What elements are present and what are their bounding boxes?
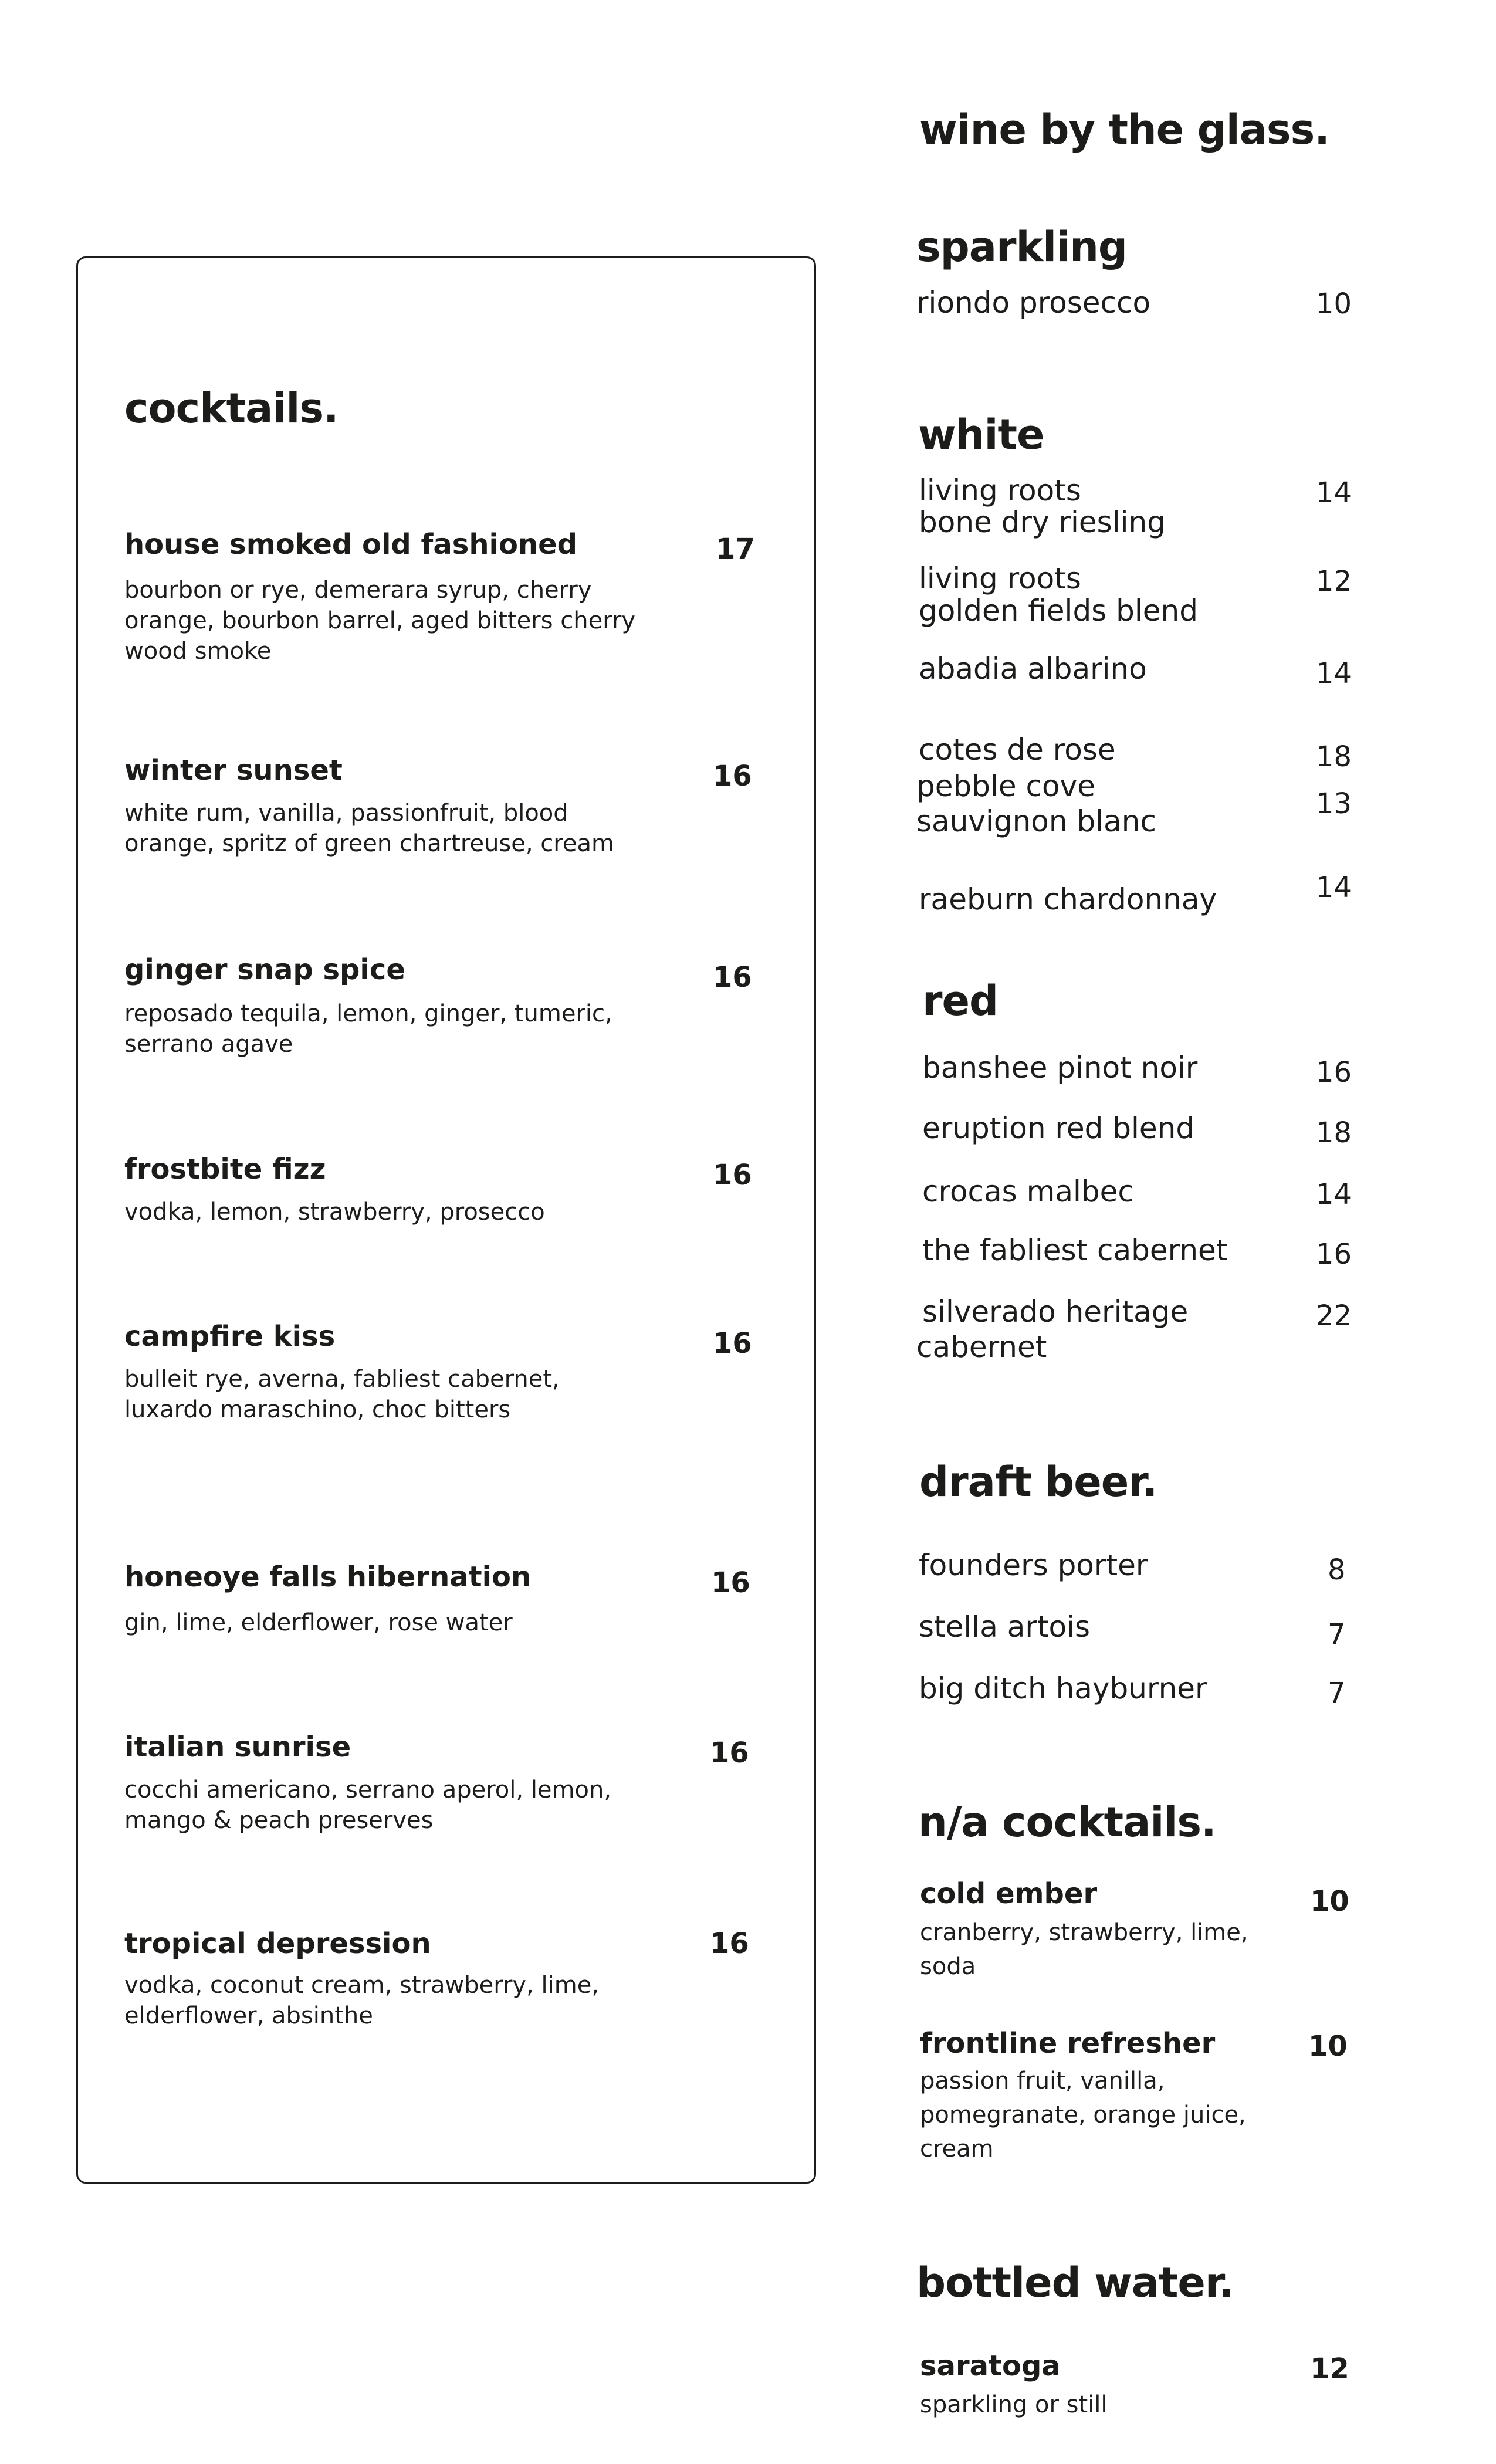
wine-price: 22 [1316, 1299, 1352, 1332]
na-title: n/a cocktails. [918, 1798, 1216, 1846]
wine-price: 14 [1316, 1178, 1352, 1211]
cocktail-name: frostbite fizz [124, 1153, 326, 1186]
wine-title: wine by the glass. [919, 106, 1329, 154]
cocktail-price: 16 [713, 760, 752, 793]
wine-name: banshee pinot noir [922, 1051, 1198, 1085]
cocktail-description: bulleit rye, averna, fabliest cabernet, luxardo maraschino, choc bitters [124, 1366, 560, 1423]
wine-name: abadia albarino [919, 652, 1147, 686]
beer-name: big ditch hayburner [919, 1671, 1207, 1705]
cocktail-price: 16 [710, 1927, 749, 1960]
cocktail-price: 16 [710, 1737, 749, 1769]
na-cocktail-description: passion fruit, vanilla, pomegranate, orange juice, cream [920, 2067, 1246, 2162]
wine-price: 14 [1316, 476, 1352, 509]
wine-price: 13 [1316, 787, 1352, 820]
water-price: 12 [1310, 2353, 1349, 2385]
wine-name: crocas malbec [922, 1175, 1134, 1209]
cocktail-name: ginger snap spice [124, 953, 405, 986]
cocktail-price: 16 [713, 1327, 752, 1360]
beer-name: stella artois [919, 1610, 1091, 1644]
na-cocktail-price: 10 [1308, 2030, 1348, 2063]
wine-price: 16 [1316, 1238, 1352, 1271]
cocktail-description: white rum, vanilla, passionfruit, blood orange, spritz of green chartreuse, cream [124, 800, 614, 857]
white-heading: white [918, 411, 1044, 459]
beer-price: 7 [1328, 1677, 1346, 1710]
wine-price: 14 [1316, 871, 1352, 904]
na-cocktail-price: 10 [1310, 1885, 1349, 1918]
wine-price: 12 [1316, 565, 1352, 598]
wine-price: 14 [1316, 657, 1352, 690]
na-cocktail-name: frontline refresher [920, 2027, 1216, 2060]
cocktail-description: cocchi americano, serrano aperol, lemon, mango & peach preserves [124, 1776, 612, 1834]
cocktail-price: 16 [713, 961, 752, 994]
water-title: bottled water. [916, 2259, 1234, 2307]
wine-name: pebble cove [916, 769, 1095, 803]
beer-name: founders porter [919, 1548, 1148, 1582]
wine-name: living roots [919, 561, 1081, 595]
cocktails-title: cocktails. [124, 384, 339, 432]
wine-price: 18 [1316, 1116, 1352, 1149]
water-name: saratoga [920, 2350, 1061, 2382]
wine-name: the fabliest cabernet [922, 1233, 1228, 1267]
beer-price: 8 [1328, 1553, 1346, 1586]
cocktail-description: vodka, coconut cream, strawberry, lime, elderflower, absinthe [124, 1972, 600, 2029]
beer-price: 7 [1328, 1618, 1346, 1651]
wine-name: riondo prosecco [916, 286, 1151, 320]
wine-price: 18 [1316, 740, 1352, 773]
sparkling-heading: sparkling [916, 223, 1128, 271]
na-cocktail-name: cold ember [920, 1877, 1098, 1910]
wine-name: living roots [919, 473, 1081, 507]
cocktail-name: tropical depression [124, 1927, 431, 1960]
wine-name-line2: golden fields blend [919, 594, 1198, 628]
wine-name: eruption red blend [922, 1111, 1195, 1145]
wine-price: 16 [1316, 1056, 1352, 1089]
cocktail-price: 17 [716, 533, 755, 566]
wine-price: 10 [1316, 287, 1352, 320]
cocktail-description: gin, lime, elderflower, rose water [124, 1609, 513, 1636]
beer-title: draft beer. [919, 1458, 1157, 1506]
na-cocktail-description: cranberry, strawberry, lime, soda [920, 1919, 1248, 1980]
wine-name: raeburn chardonnay [919, 882, 1217, 916]
water-description: sparkling or still [920, 2391, 1108, 2418]
wine-name: silverado heritage [922, 1295, 1189, 1329]
cocktail-description: vodka, lemon, strawberry, prosecco [124, 1199, 545, 1226]
wine-name-line2: bone dry riesling [919, 505, 1166, 539]
cocktail-price: 16 [711, 1566, 750, 1599]
wine-name: cotes de rose [919, 733, 1116, 767]
cocktail-description: reposado tequila, lemon, ginger, tumeric, serrano agave [124, 1000, 612, 1058]
cocktail-name: campfire kiss [124, 1320, 336, 1353]
cocktail-description: bourbon or rye, demerara syrup, cherry orange, bourbon barrel, aged bitters cherry wood smoke [124, 577, 636, 665]
cocktail-name: italian sunrise [124, 1731, 351, 1764]
cocktail-name: winter sunset [124, 754, 343, 787]
cocktail-price: 16 [713, 1159, 752, 1192]
wine-name-line2: cabernet [916, 1330, 1047, 1364]
cocktail-name: house smoked old fashioned [124, 528, 578, 561]
wine-name-line2: sauvignon blanc [916, 804, 1156, 838]
cocktail-name: honeoye falls hibernation [124, 1561, 532, 1593]
red-heading: red [922, 977, 999, 1025]
